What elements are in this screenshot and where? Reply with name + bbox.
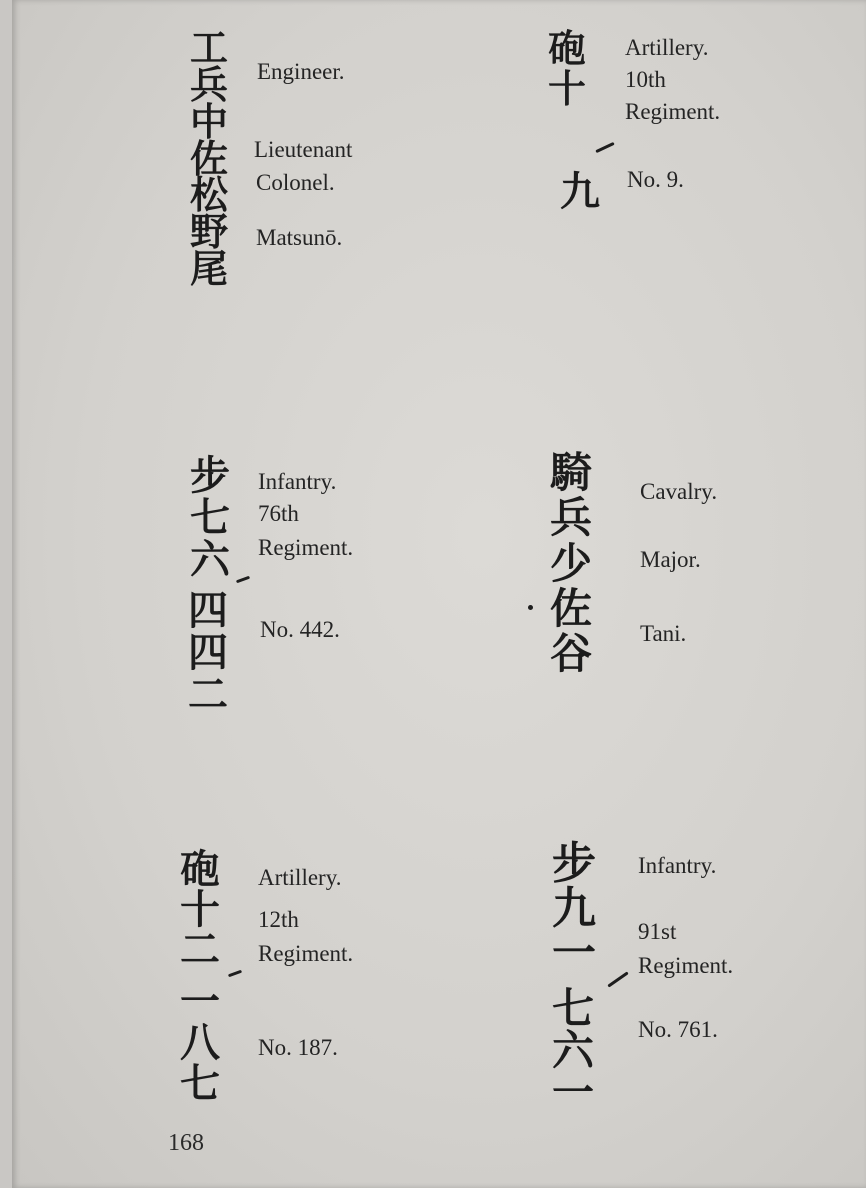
infantry-91-kanji-top: 步 九 一 — [552, 838, 596, 979]
artillery-10-kanji-top: 砲 十 — [548, 27, 587, 111]
engineer-kanji-column: 工 兵 中 佐 松 野 尾 — [190, 26, 229, 292]
engineer-name: Matsunō. — [256, 225, 343, 250]
artillery-12-serial: No. 187. — [258, 1035, 338, 1060]
artillery-10-regiment-number: 10th — [625, 67, 666, 92]
engineer-rank-line1: Lieutenant — [254, 137, 353, 162]
cavalry-dot — [528, 605, 533, 610]
infantry-91-regiment-number: 91st — [638, 919, 677, 944]
infantry-91-branch: Infantry. — [638, 853, 717, 878]
artillery-12-regiment-label: Regiment. — [258, 941, 354, 966]
infantry-91-regiment-label: Regiment. — [638, 953, 734, 978]
infantry-91-serial: No. 761. — [638, 1017, 718, 1042]
infantry-76-serial: No. 442. — [260, 617, 340, 642]
book-page — [12, 0, 866, 1188]
cavalry-branch: Cavalry. — [640, 479, 718, 504]
artillery-12-kanji-top: 砲 十 二 — [180, 847, 220, 973]
artillery-10-branch: Artillery. — [625, 35, 709, 60]
infantry-76-regiment-label: Regiment. — [258, 535, 354, 560]
artillery-10-kanji-bottom: 九 — [560, 169, 600, 215]
cavalry-rank: Major. — [640, 547, 701, 572]
artillery-12-branch: Artillery. — [258, 865, 342, 890]
artillery-12-regiment-number: 12th — [258, 907, 299, 932]
engineer-label: Engineer. — [257, 59, 345, 84]
artillery-10-regiment-label: Regiment. — [625, 99, 721, 124]
infantry-76-branch: Infantry. — [258, 469, 337, 494]
infantry-76-regiment-number: 76th — [258, 501, 299, 526]
page-number: 168 — [168, 1130, 204, 1156]
artillery-10-serial: No. 9. — [627, 167, 684, 192]
cavalry-name: Tani. — [640, 621, 687, 646]
cavalry-kanji-column: 騎 兵 少 佐 谷 — [550, 448, 593, 679]
infantry-91-kanji-bottom: 七 六 一 — [552, 984, 595, 1117]
infantry-76-kanji-top: 步 七 六 — [190, 453, 230, 583]
engineer-rank-line2: Colonel. — [256, 170, 335, 195]
infantry-76-kanji-bottom: 四 四 二 — [188, 588, 228, 718]
artillery-12-kanji-bottom: 一 八 七 — [180, 979, 220, 1107]
